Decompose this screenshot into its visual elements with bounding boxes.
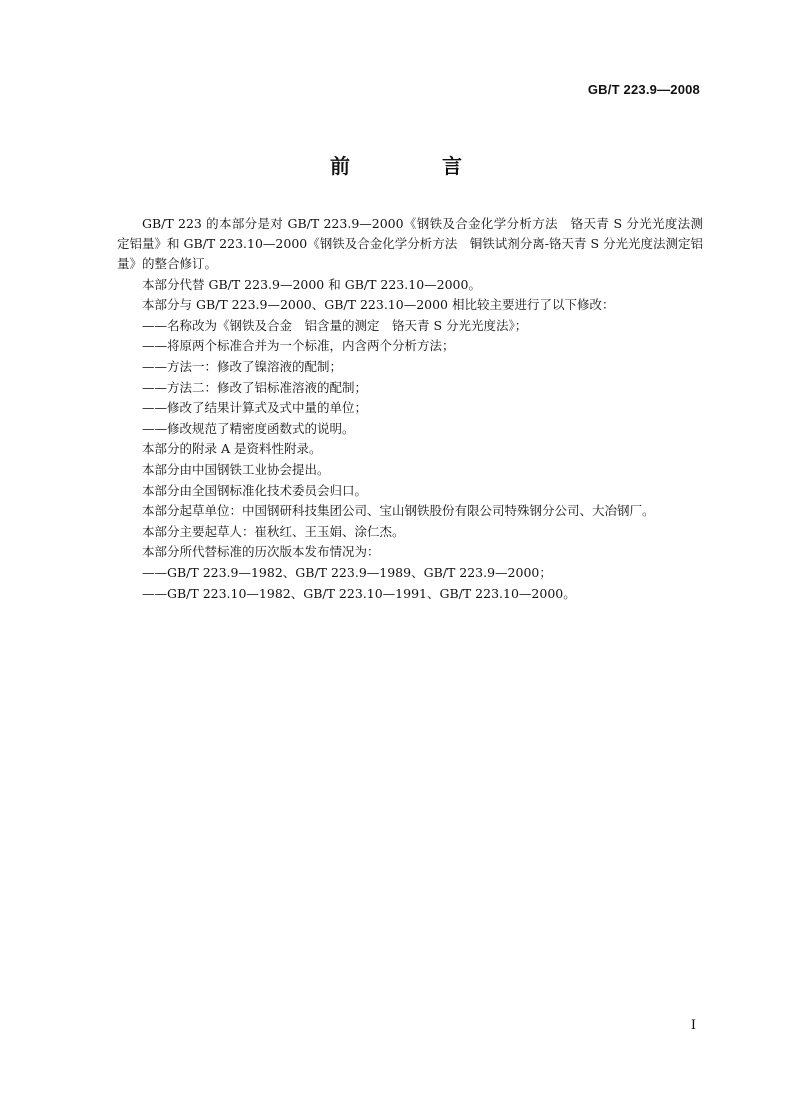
change-item: ——将原两个标准合并为一个标准，内含两个分析方法； <box>142 338 455 354</box>
change-item: ——名称改为《钢铁及合金 铝含量的测定 铬天青 S 分光光度法》； <box>142 317 528 333</box>
paragraph-history-intro: 本部分所代替标准的历次版本发布情况为： <box>142 544 380 560</box>
history-item: ——GB/T 223.9—1982、GB/T 223.9—1989、GB/T 223.9—2000； <box>142 564 552 580</box>
page-title: 前 言 <box>330 154 498 178</box>
change-item: ——方法一：修改了镍溶液的配制； <box>142 358 343 374</box>
change-item: ——修改了结果计算式及式中量的单位； <box>142 400 368 416</box>
paragraph-changes-intro: 本部分与 GB/T 223.9—2000、GB/T 223.10—2000 相比较主要进行了以下修改： <box>142 297 615 313</box>
paragraph-drafters: 本部分主要起草人：崔秋红、王玉娟、涂仁杰。 <box>142 523 405 539</box>
paragraph-annex: 本部分的附录 A 是资料性附录。 <box>142 441 322 457</box>
paragraph-drafting-units: 本部分起草单位：中国钢研科技集团公司、宝山钢铁股份有限公司特殊钢分公司、大冶钢厂。 <box>142 503 655 519</box>
foreword-body <box>117 214 703 604</box>
paragraph-proposed-by: 本部分由中国钢铁工业协会提出。 <box>142 461 330 477</box>
paragraph-intro: GB/T 223 的本部分是对 GB/T 223.9—2000《钢铁及合金化学分析方法 铬天青 S 分光光度法测定铝量》和 GB/T 223.10—2000《钢铁及合金化学分析方法 铜铁试剂分离-铬天青 S 分光光度法测定铝量》的整合修订。 <box>117 216 703 271</box>
page-number: I <box>690 1018 696 1033</box>
history-item: ——GB/T 223.10—1982、GB/T 223.10—1991、GB/T 223.10—2000。 <box>142 585 576 601</box>
paragraph-replaces: 本部分代替 GB/T 223.9—2000 和 GB/T 223.10—2000。 <box>142 276 481 292</box>
change-item: ——修改规范了精密度函数式的说明。 <box>142 420 355 436</box>
change-item: ——方法二：修改了铝标准溶液的配制； <box>142 379 368 395</box>
paragraph-under-jurisdiction: 本部分由全国钢标准化技术委员会归口。 <box>142 482 368 498</box>
standard-code: GB/T 223.9—2008 <box>587 82 700 97</box>
